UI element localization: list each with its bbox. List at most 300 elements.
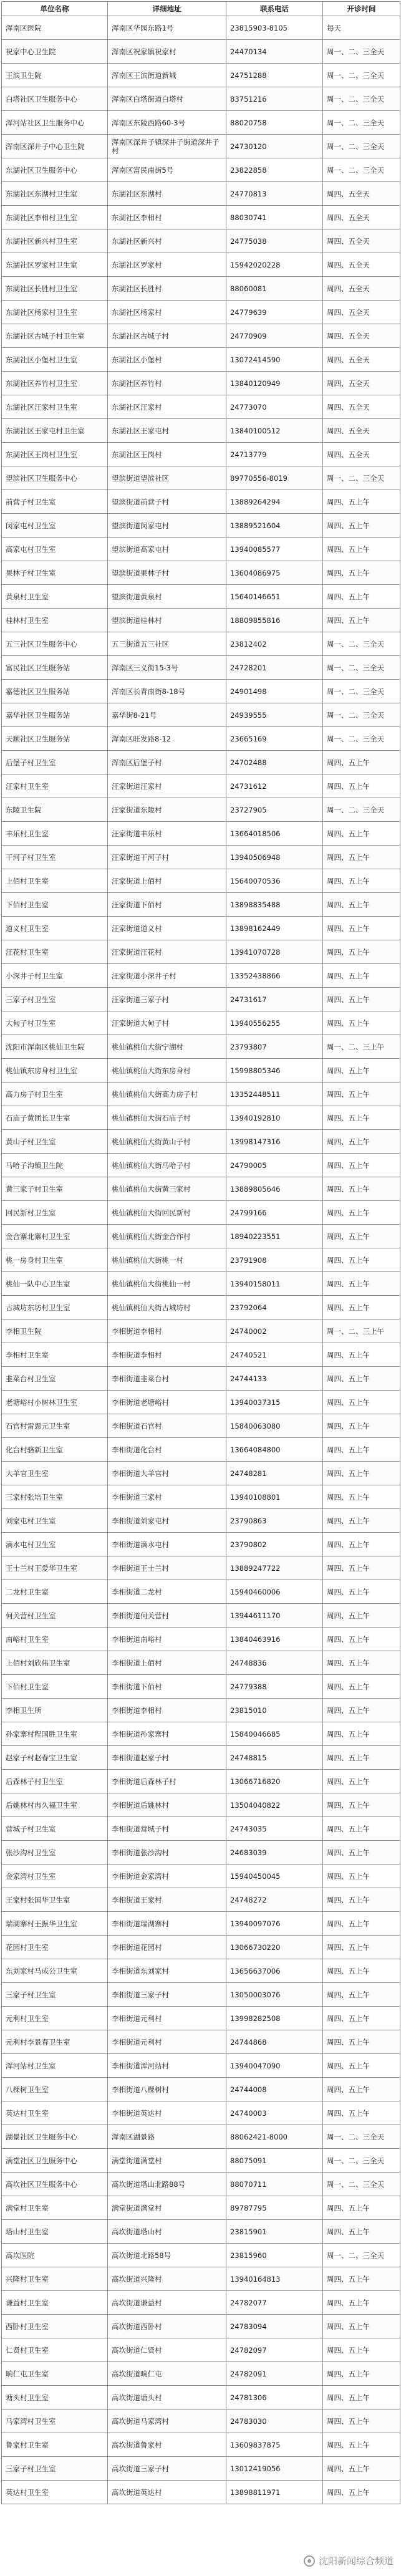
table-row	[2, 1462, 400, 1485]
cell-unit-name: 八棵树卫生室	[2, 2078, 108, 2101]
cell-address: 望滨街道高家屯村	[108, 538, 226, 561]
table-row	[2, 1248, 400, 1272]
cell-address: 浑南区旺发路8-12	[108, 727, 226, 751]
cell-phone: 24790005	[226, 1154, 323, 1177]
cell-unit-name: 南峪村卫生室	[2, 1628, 108, 1651]
table-row	[2, 111, 400, 135]
cell-unit-name: 后森林子村卫生室	[2, 1770, 108, 1793]
cell-unit-name: 塘头村卫生室	[2, 2386, 108, 2410]
cell-phone: 13940192810	[226, 1106, 323, 1130]
cell-phone: 13066716820	[226, 1770, 323, 1793]
table-row	[2, 774, 400, 798]
cell-address: 高坎街道三家子村	[108, 2457, 226, 2481]
table-row	[2, 2362, 400, 2386]
cell-address: 高坎街道塘头村	[108, 2386, 226, 2410]
cell-unit-name: 桃仙镇东房身村卫生室	[2, 1059, 108, 1083]
cell-hours: 周一、二、三全天	[323, 466, 400, 490]
cell-address: 东湖社区长胜村	[108, 277, 226, 301]
table-row	[2, 1793, 400, 1817]
table-row	[2, 1296, 400, 1319]
cell-phone: 24740521	[226, 1343, 323, 1367]
cell-unit-name: 高坎医院	[2, 2244, 108, 2267]
table-body	[2, 16, 400, 2504]
cell-hours: 周一、二、三全天	[323, 656, 400, 680]
cell-phone: 23793807	[226, 1035, 323, 1059]
clinic-schedule-document	[1, 1, 400, 2504]
cell-unit-name: 东湖社区新兴村卫生室	[2, 229, 108, 253]
cell-unit-name: 老塘峪村小树林卫生室	[2, 1391, 108, 1414]
table-row	[2, 1130, 400, 1154]
cell-phone: 13050003076	[226, 1983, 323, 2007]
table-row	[2, 940, 400, 964]
cell-hours: 周四、五上午	[323, 1367, 400, 1391]
cell-phone: 15942020228	[226, 253, 323, 277]
table-row	[2, 585, 400, 609]
cell-phone: 23815960	[226, 2244, 323, 2267]
cell-address: 满堂街道满堂村	[108, 2196, 226, 2220]
cell-phone: 13940037315	[226, 1391, 323, 1414]
cell-phone: 13012419056	[226, 2457, 323, 2481]
cell-phone: 13898162449	[226, 917, 323, 940]
cell-address: 李相街道李相村	[108, 1699, 226, 1722]
cell-unit-name: 丰乐村卫生室	[2, 822, 108, 846]
cell-phone: 23792064	[226, 1296, 323, 1319]
cell-address: 李相街道花园村	[108, 1936, 226, 1959]
cell-hours: 周四、五上午	[323, 1509, 400, 1533]
cell-unit-name: 王士兰村王爱华卫生室	[2, 1556, 108, 1580]
cell-phone: 18940223551	[226, 1225, 323, 1248]
cell-hours: 周四、五上午	[323, 2220, 400, 2244]
cell-address: 李相街道南峪村	[108, 1628, 226, 1651]
cell-phone: 13889805646	[226, 1177, 323, 1201]
cell-hours: 周四、五上午	[323, 964, 400, 988]
cell-phone: 24740002	[226, 1319, 323, 1343]
table-row	[2, 1936, 400, 1959]
table-row	[2, 703, 400, 727]
cell-unit-name: 前营子村卫生室	[2, 490, 108, 514]
cell-phone: 24731617	[226, 988, 323, 1011]
cell-hours: 周四、五上午	[323, 1983, 400, 2007]
table-row	[2, 206, 400, 229]
table-row	[2, 1414, 400, 1438]
cell-phone: 24781306	[226, 2386, 323, 2410]
cell-address: 桃仙镇桃仙大街宁湖村	[108, 1035, 226, 1059]
cell-address: 东湖社区小堡村	[108, 348, 226, 372]
cell-phone: 88070711	[226, 2173, 323, 2196]
cell-address: 望滨街道果林子村	[108, 561, 226, 585]
cell-phone: 13940164813	[226, 2267, 323, 2291]
cell-address: 高坎街道谦益村	[108, 2291, 226, 2315]
cell-address: 李相街道赵家子村	[108, 1746, 226, 1770]
cell-hours: 周四、五上午	[323, 1793, 400, 1817]
clinic-table	[1, 1, 400, 2504]
cell-unit-name: 石官村雷恩元卫生室	[2, 1414, 108, 1438]
cell-phone: 13656637006	[226, 1959, 323, 1983]
cell-address: 汪家街道汪家村	[108, 774, 226, 798]
table-row	[2, 1580, 400, 1604]
cell-hours: 周四、五上午	[323, 1936, 400, 1959]
cell-phone: 88075091	[226, 2149, 323, 2173]
cell-address: 望滨街道前营子村	[108, 490, 226, 514]
cell-unit-name: 东湖社区小堡村卫生室	[2, 348, 108, 372]
cell-unit-name: 道义村卫生室	[2, 917, 108, 940]
table-row	[2, 2078, 400, 2101]
cell-phone: 13940047090	[226, 2054, 323, 2078]
cell-unit-name: 东湖社区罗家村卫生室	[2, 253, 108, 277]
cell-phone: 24939555	[226, 703, 323, 727]
cell-unit-name: 下佰村卫生室	[2, 893, 108, 917]
cell-address: 李相街道营城子村	[108, 1817, 226, 1841]
table-row	[2, 40, 400, 64]
cell-unit-name: 李相村卫生室	[2, 1343, 108, 1367]
cell-unit-name: 桃一房身村卫生室	[2, 1248, 108, 1272]
cell-address: 汪家街道小深井子村	[108, 964, 226, 988]
cell-phone: 24470134	[226, 40, 323, 64]
cell-unit-name: 王滨卫生院	[2, 64, 108, 87]
cell-address: 桃仙镇桃仙大街金合作村	[108, 1225, 226, 1248]
cell-unit-name: 桂林村卫生室	[2, 609, 108, 632]
cell-phone: 24748836	[226, 1651, 323, 1675]
cell-unit-name: 三家子村卫生室	[2, 2457, 108, 2481]
cell-address: 汪家街道上佰村	[108, 869, 226, 893]
cell-phone: 15940450045	[226, 1864, 323, 1888]
table-row	[2, 964, 400, 988]
table-row	[2, 632, 400, 656]
cell-hours: 周四、五上午	[323, 1248, 400, 1272]
table-row	[2, 680, 400, 703]
table-row	[2, 1201, 400, 1225]
cell-phone: 13898835488	[226, 893, 323, 917]
cell-phone: 13066730220	[226, 1936, 323, 1959]
table-row	[2, 16, 400, 40]
table-row	[2, 1367, 400, 1391]
table-row	[2, 1509, 400, 1533]
cell-phone: 24730120	[226, 135, 323, 158]
cell-hours: 周四、五全天	[323, 301, 400, 324]
cell-phone: 24748815	[226, 1746, 323, 1770]
cell-hours: 周四、五上午	[323, 869, 400, 893]
cell-phone: 88060081	[226, 277, 323, 301]
cell-phone: 24770909	[226, 324, 323, 348]
cell-unit-name: 马家湾村卫生室	[2, 2410, 108, 2433]
watermark	[304, 2554, 394, 2567]
table-row	[2, 135, 400, 158]
cell-hours: 周四、五全天	[323, 206, 400, 229]
cell-unit-name: 东湖社区古城子村卫生室	[2, 324, 108, 348]
cell-phone: 23790863	[226, 1509, 323, 1533]
cell-address: 李相街道刘家屯村	[108, 1509, 226, 1533]
cell-phone: 13352438866	[226, 964, 323, 988]
table-row	[2, 1817, 400, 1841]
cell-address: 汪家街道丰乐村	[108, 822, 226, 846]
cell-hours: 周四、五上午	[323, 1651, 400, 1675]
cell-hours: 周四、五上午	[323, 2196, 400, 2220]
cell-address: 李相街道上佰村	[108, 1651, 226, 1675]
cell-phone: 13941070728	[226, 940, 323, 964]
cell-hours: 周四、五上午	[323, 2481, 400, 2504]
cell-phone: 24751288	[226, 64, 323, 87]
cell-hours: 周四、五上午	[323, 1699, 400, 1722]
cell-address: 望滨街道桂林村	[108, 609, 226, 632]
cell-address: 李相街道何关营村	[108, 1604, 226, 1628]
cell-phone: 24799166	[226, 1201, 323, 1225]
cell-address: 高坎街道晌仁屯	[108, 2362, 226, 2386]
cell-hours: 周四、五上午	[323, 1580, 400, 1604]
cell-unit-name: 小深井子村卫生室	[2, 964, 108, 988]
table-row	[2, 2315, 400, 2338]
cell-address: 李相街道金家湾村	[108, 1864, 226, 1888]
table-row	[2, 846, 400, 869]
cell-hours: 周一、二、三全天	[323, 158, 400, 182]
cell-unit-name: 湖景社区卫生服务中心	[2, 2125, 108, 2149]
cell-phone: 23790802	[226, 1533, 323, 1556]
table-row	[2, 182, 400, 206]
cell-unit-name: 黄三家子村卫生室	[2, 1177, 108, 1201]
cell-hours: 周四、五上午	[323, 1770, 400, 1793]
cell-address: 东湖社区杨家村	[108, 301, 226, 324]
table-row	[2, 1888, 400, 1912]
cell-unit-name: 天顺社区卫生服务站	[2, 727, 108, 751]
cell-address: 李相街道李相村	[108, 1343, 226, 1367]
cell-unit-name: 下佰村卫生室	[2, 1675, 108, 1699]
table-row	[2, 727, 400, 751]
cell-hours: 周四、五上午	[323, 1414, 400, 1438]
table-row	[2, 609, 400, 632]
cell-unit-name: 高力房子村卫生室	[2, 1083, 108, 1106]
cell-address: 高坎街道西卧村	[108, 2315, 226, 2338]
table-row	[2, 1556, 400, 1580]
cell-unit-name: 后姚林村冉久福卫生室	[2, 1793, 108, 1817]
cell-hours: 周四、五全天	[323, 229, 400, 253]
cell-unit-name: 满堂村卫生室	[2, 2196, 108, 2220]
cell-phone: 24901498	[226, 680, 323, 703]
cell-unit-name: 赵家子村赵春宝卫生室	[2, 1746, 108, 1770]
cell-unit-name: 东陵卫生院	[2, 798, 108, 822]
table-row	[2, 1438, 400, 1462]
cell-unit-name: 五三社区卫生服务中心	[2, 632, 108, 656]
cell-phone: 13072414590	[226, 348, 323, 372]
cell-hours: 周四、五上午	[323, 1296, 400, 1319]
cell-unit-name: 英达村卫生室	[2, 2481, 108, 2504]
cell-phone: 88030741	[226, 206, 323, 229]
cell-hours: 周一、二、三全天	[323, 2244, 400, 2267]
cell-hours: 周一、二、三全天	[323, 798, 400, 822]
cell-hours: 周四、五上午	[323, 1485, 400, 1509]
cell-address: 桃仙镇桃仙大街回民新村	[108, 1201, 226, 1225]
cell-unit-name: 上佰村刘欣伟卫生室	[2, 1651, 108, 1675]
cell-phone: 13664084800	[226, 1438, 323, 1462]
cell-phone: 13840463916	[226, 1628, 323, 1651]
cell-unit-name: 浑河站村卫生室	[2, 2054, 108, 2078]
table-row	[2, 2125, 400, 2149]
cell-phone: 24748281	[226, 1462, 323, 1485]
cell-hours: 周四、五上午	[323, 2386, 400, 2410]
table-row	[2, 1864, 400, 1888]
table-row	[2, 1485, 400, 1509]
cell-address: 嘉华街8-21号	[108, 703, 226, 727]
cell-address: 李相街道下佰村	[108, 1675, 226, 1699]
cell-unit-name: 大羊官卫生室	[2, 1462, 108, 1485]
cell-address: 汪家街道汪花村	[108, 940, 226, 964]
cell-unit-name: 营城子村卫生室	[2, 1817, 108, 1841]
table-row	[2, 229, 400, 253]
cell-unit-name: 滴水屯村卫生室	[2, 1533, 108, 1556]
cell-unit-name: 李相卫生院	[2, 1319, 108, 1343]
cell-hours: 周四、五上午	[323, 2030, 400, 2054]
cell-hours: 周四、五上午	[323, 940, 400, 964]
cell-unit-name: 沈阳市浑南区桃仙卫生院	[2, 1035, 108, 1059]
cell-hours: 周四、五上午	[323, 2054, 400, 2078]
cell-phone: 24779388	[226, 1675, 323, 1699]
cell-phone: 24683039	[226, 1841, 323, 1864]
table-row	[2, 869, 400, 893]
cell-address: 东湖社区东湖村	[108, 182, 226, 206]
cell-hours: 周四、五上午	[323, 2457, 400, 2481]
cell-phone: 24782091	[226, 2362, 323, 2386]
cell-phone: 24783030	[226, 2410, 323, 2433]
cell-address: 桃仙镇桃仙大街古城坊村	[108, 1296, 226, 1319]
cell-address: 东湖社区养竹村	[108, 372, 226, 395]
cell-unit-name: 东湖社区长胜村卫生室	[2, 277, 108, 301]
header-address: 详细地址	[108, 2, 226, 16]
cell-phone: 15640070536	[226, 869, 323, 893]
cell-unit-name: 二龙村卫生室	[2, 1580, 108, 1604]
cell-phone: 88020758	[226, 111, 323, 135]
cell-unit-name: 东湖社区东湖村卫生室	[2, 182, 108, 206]
cell-phone: 13998282508	[226, 2007, 323, 2030]
table-row	[2, 2030, 400, 2054]
cell-phone: 23815903-8105	[226, 16, 323, 40]
cell-phone: 15998805346	[226, 1059, 323, 1083]
cell-address: 汪家街道三家子村	[108, 988, 226, 1011]
cell-unit-name: 东湖社区养竹村卫生室	[2, 372, 108, 395]
cell-hours: 周四、五全天	[323, 324, 400, 348]
cell-hours: 周一、二、三全天	[323, 64, 400, 87]
table-row	[2, 656, 400, 680]
cell-address: 李相街道英达村	[108, 2101, 226, 2125]
cell-hours: 周四、五上午	[323, 514, 400, 538]
cell-phone: 23791908	[226, 1248, 323, 1272]
cell-hours: 周四、五上午	[323, 1177, 400, 1201]
cell-phone: 24728201	[226, 656, 323, 680]
table-row	[2, 348, 400, 372]
cell-phone: 24770813	[226, 182, 323, 206]
table-row	[2, 2338, 400, 2362]
cell-unit-name: 高坎社区卫生服务中心	[2, 2173, 108, 2196]
cell-hours: 周四、五上午	[323, 1154, 400, 1177]
cell-address: 汪家街道道义村	[108, 917, 226, 940]
cell-unit-name: 浑河站社区卫生服务中心	[2, 111, 108, 135]
cell-hours: 周四、五上午	[323, 2267, 400, 2291]
cell-phone: 13889247722	[226, 1556, 323, 1580]
cell-address: 李相街道东刘家村	[108, 1959, 226, 1983]
cell-unit-name: 化台村骆新卫生室	[2, 1438, 108, 1462]
cell-hours: 周四、五上午	[323, 1083, 400, 1106]
cell-unit-name: 回民新村卫生室	[2, 1201, 108, 1225]
cell-unit-name: 黄山子村卫生室	[2, 1130, 108, 1154]
cell-address: 浑南区长青南街8-18号	[108, 680, 226, 703]
cell-phone: 15940460006	[226, 1580, 323, 1604]
cell-hours: 周四、五上午	[323, 2338, 400, 2362]
cell-hours: 周四、五上午	[323, 1722, 400, 1746]
cell-unit-name: 东湖社区汪家村卫生室	[2, 395, 108, 419]
cell-address: 李相街道孙家寨村	[108, 1722, 226, 1746]
table-row	[2, 324, 400, 348]
cell-unit-name: 东湖社区王岗村卫生室	[2, 443, 108, 466]
table-row	[2, 466, 400, 490]
cell-hours: 周一、二、三全天	[323, 111, 400, 135]
table-row	[2, 514, 400, 538]
cell-unit-name: 西卧村卫生室	[2, 2315, 108, 2338]
cell-hours: 周四、五上午	[323, 1106, 400, 1130]
table-row	[2, 2007, 400, 2030]
table-row	[2, 1059, 400, 1083]
cell-hours: 周四、五上午	[323, 1438, 400, 1462]
table-row	[2, 2433, 400, 2457]
cell-phone: 13940108801	[226, 1485, 323, 1509]
cell-unit-name: 干河子村卫生室	[2, 846, 108, 869]
cell-unit-name: 李相卫生所	[2, 1699, 108, 1722]
table-row	[2, 253, 400, 277]
cell-address: 李相街道王家村	[108, 1888, 226, 1912]
table-row	[2, 1177, 400, 1201]
cell-address: 李相街道石官村	[108, 1414, 226, 1438]
cell-unit-name: 高家屯村卫生室	[2, 538, 108, 561]
table-row	[2, 1699, 400, 1722]
table-row	[2, 395, 400, 419]
cell-hours: 周一、二、三全天	[323, 727, 400, 751]
cell-phone: 24744868	[226, 2030, 323, 2054]
cell-hours: 周四、五上午	[323, 538, 400, 561]
cell-phone: 23665169	[226, 727, 323, 751]
cell-phone: 24783094	[226, 2315, 323, 2338]
cell-phone: 13504040822	[226, 1793, 323, 1817]
table-row	[2, 1628, 400, 1651]
cell-hours: 周四、五全天	[323, 253, 400, 277]
cell-unit-name: 谦益村卫生室	[2, 2291, 108, 2315]
table-row	[2, 1983, 400, 2007]
cell-phone: 23822858	[226, 158, 323, 182]
cell-unit-name: 东湖社区杨家村卫生室	[2, 301, 108, 324]
cell-hours: 周一、二、三全天	[323, 680, 400, 703]
table-row	[2, 1319, 400, 1343]
cell-address: 五三街道五三社区	[108, 632, 226, 656]
cell-unit-name: 英达村卫生室	[2, 2101, 108, 2125]
cell-phone: 13940158011	[226, 1272, 323, 1296]
cell-unit-name: 仁贤村卫生室	[2, 2338, 108, 2362]
cell-phone: 24782097	[226, 2338, 323, 2362]
table-row	[2, 2267, 400, 2291]
cell-unit-name: 何关营村卫生室	[2, 1604, 108, 1628]
cell-hours: 周一、二、三全天	[323, 87, 400, 111]
table-row	[2, 1651, 400, 1675]
table-row	[2, 1011, 400, 1035]
cell-address: 高坎街道鲁家村	[108, 2433, 226, 2457]
cell-hours: 周四、五上午	[323, 1391, 400, 1414]
cell-phone: 24744008	[226, 2078, 323, 2101]
cell-address: 浑南区富民南街5号	[108, 158, 226, 182]
cell-hours: 周四、五全天	[323, 395, 400, 419]
table-row	[2, 2149, 400, 2173]
cell-hours: 周四、五上午	[323, 2315, 400, 2338]
cell-unit-name: 三家子村卫生室	[2, 988, 108, 1011]
cell-address: 汪家街道下佰村	[108, 893, 226, 917]
cell-unit-name: 祝家中心卫生院	[2, 40, 108, 64]
cell-hours: 周四、五上午	[323, 822, 400, 846]
cell-address: 高坎街道仁贤村	[108, 2338, 226, 2362]
cell-unit-name: 嘉德社区卫生服务站	[2, 680, 108, 703]
cell-address: 浑南区深井子镇深井子街道深井子村	[108, 135, 226, 158]
